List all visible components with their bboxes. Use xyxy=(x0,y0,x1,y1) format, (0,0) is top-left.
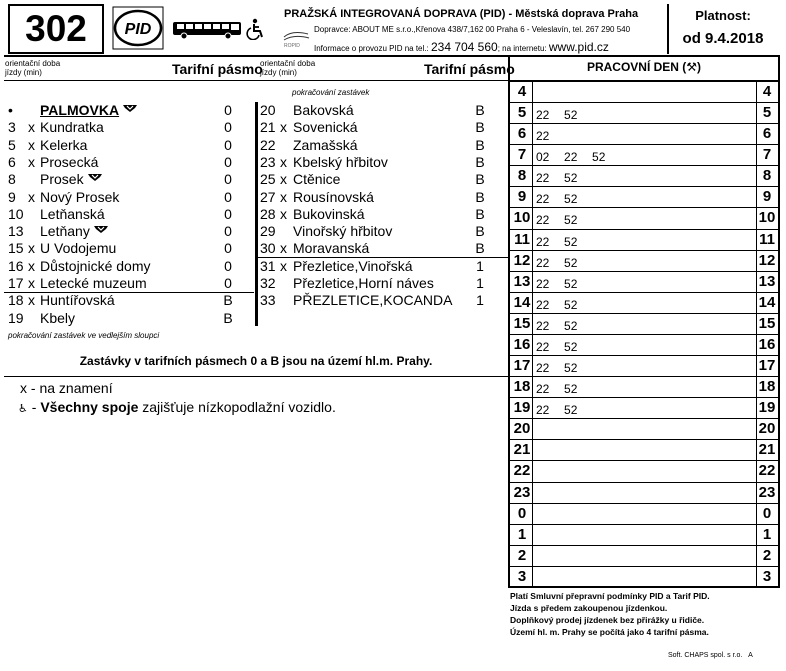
timetable-row-divider xyxy=(510,376,778,377)
stop-time: 25 xyxy=(260,171,276,188)
hour-label-left: 14 xyxy=(513,293,531,311)
timetable-row-divider xyxy=(510,545,778,546)
hour-label-left: 22 xyxy=(513,462,531,480)
stop-time: 32 xyxy=(260,275,276,291)
zone-divider-right xyxy=(258,257,508,258)
timetable-row-divider xyxy=(510,524,778,525)
stop-zone: B xyxy=(475,102,485,118)
timetable-row-divider xyxy=(510,503,778,504)
departure-minutes: 22 52 xyxy=(536,255,578,270)
stop-name: Přezletice,Horní náves xyxy=(293,275,434,291)
info-line xyxy=(314,40,609,54)
hour-label-left: 20 xyxy=(513,420,531,438)
stop-name: Důstojnické domy xyxy=(40,257,151,274)
hour-label-left: 7 xyxy=(517,146,527,164)
stop-zone: B xyxy=(475,119,485,136)
line-number: 302 xyxy=(8,4,104,54)
stop-zone: 1 xyxy=(476,257,484,274)
request-stop-marker: x xyxy=(280,153,287,170)
lowfloor-dash: - xyxy=(31,399,37,415)
logo-text: PID xyxy=(124,21,152,38)
stop-zone: 0 xyxy=(224,153,232,170)
stop-name: Přezletice,Vinořská xyxy=(293,257,413,274)
stop-time: 30 xyxy=(260,240,276,257)
request-stop-marker: x xyxy=(28,257,35,274)
hour-label-right: 9 xyxy=(762,188,772,206)
hour-label-left: 5 xyxy=(517,104,527,122)
hour-label-right: 8 xyxy=(762,167,772,185)
stop-time: 9 xyxy=(8,188,16,205)
hour-label-left: 3 xyxy=(517,567,527,585)
departure-minutes: 22 xyxy=(536,129,550,144)
departure-minutes: 22 52 xyxy=(536,108,578,123)
hour-label-right: 7 xyxy=(762,146,772,164)
hour-label-right: 1 xyxy=(762,525,772,543)
stop-time: 18 xyxy=(8,292,24,309)
request-stop-marker: x xyxy=(280,205,287,222)
timetable-row-divider xyxy=(510,292,778,293)
stop-time: 10 xyxy=(8,205,24,222)
hour-label-right: 2 xyxy=(762,546,772,564)
metro-icon xyxy=(123,104,137,113)
hour-label-right: 18 xyxy=(758,378,776,396)
hour-label-left: 6 xyxy=(517,125,527,143)
departure-minutes: 22 52 xyxy=(536,213,578,228)
hour-label-right: 20 xyxy=(758,420,776,438)
departure-minutes: 22 52 xyxy=(536,276,578,291)
info-prefix: Informace o provozu PID na tel.: xyxy=(314,44,429,53)
hour-label-left: 1 xyxy=(517,525,527,543)
timetable-row-divider xyxy=(510,460,778,461)
wheelchair-icon xyxy=(246,18,266,40)
stop-zone: B xyxy=(475,188,485,205)
stop-zone: 0 xyxy=(224,205,232,222)
stop-name: Letňanská xyxy=(40,205,105,222)
info-phone: 234 704 560 xyxy=(430,40,498,54)
stop-zone: B xyxy=(475,171,485,188)
stop-name: Nový Prosek xyxy=(40,188,120,205)
stop-name: Zamašská xyxy=(293,136,358,153)
hour-label-right: 6 xyxy=(762,125,772,143)
request-stop-marker: x xyxy=(28,119,35,136)
departure-minutes: 22 52 xyxy=(536,403,578,418)
hour-label-left: 0 xyxy=(517,504,527,522)
hour-label-right: 13 xyxy=(758,272,776,290)
validity-label: Platnost: xyxy=(695,8,751,23)
stop-name: Bakovská xyxy=(293,102,354,118)
stop-time: 27 xyxy=(260,188,276,205)
timetable-title-divider xyxy=(508,80,780,82)
departure-minutes: 22 52 xyxy=(536,171,578,186)
timetable-row-divider xyxy=(510,482,778,483)
request-stop-marker: x xyxy=(28,275,35,291)
timetable-row-divider xyxy=(510,102,778,103)
departure-minutes: 02 22 52 xyxy=(536,150,606,165)
software-credit: Soft. CHAPS spol. s r.o. A xyxy=(668,652,753,659)
request-stop-marker: x xyxy=(28,292,35,309)
hour-label-right: 16 xyxy=(758,335,776,353)
request-stop-marker: x xyxy=(280,240,287,257)
stop-name: Kelerka xyxy=(40,136,88,153)
timetable-row-divider xyxy=(510,123,778,124)
hour-label-left: 13 xyxy=(513,272,531,290)
carrier-info: Dopravce: ABOUT ME s.r.o.,Křenova 438/7,162 00 Praha 6 - Veleslavín, tel. 267 290 540 xyxy=(314,25,631,34)
hour-label-left: 8 xyxy=(517,167,527,185)
stop-time: 16 xyxy=(8,257,24,274)
hour-label-left: 23 xyxy=(513,483,531,501)
footer-line-3: Doplňkový prodej jízdenek bez přirážky u řidiče. xyxy=(510,615,705,625)
lowfloor-wheelchair-icon: ♿ xyxy=(18,403,28,415)
departure-minutes: 22 52 xyxy=(536,192,578,207)
departure-minutes: 22 52 xyxy=(536,361,578,376)
stop-name: Vinořský hřbitov xyxy=(293,223,393,240)
timetable-row-divider xyxy=(510,144,778,145)
footer-line-4: Území hl. m. Prahy se počítá jako 4 tarifní pásma. xyxy=(510,627,709,637)
notes-divider xyxy=(4,376,508,377)
stop-time: 23 xyxy=(260,153,276,170)
stop-time: 33 xyxy=(260,292,276,309)
stop-name: Letňany xyxy=(40,223,108,240)
stop-name: Prosek xyxy=(40,171,102,188)
stop-name: Huntířovská xyxy=(40,292,115,309)
stop-time: 3 xyxy=(8,119,16,136)
timetable-row-divider xyxy=(510,334,778,335)
validity-date: od 9.4.2018 xyxy=(682,30,764,47)
request-stop-marker: x xyxy=(28,153,35,170)
hour-label-left: 15 xyxy=(513,314,531,332)
hour-label-left: 19 xyxy=(513,399,531,417)
stop-zone: B xyxy=(475,153,485,170)
hour-label-right: 14 xyxy=(758,293,776,311)
request-stop-marker: x xyxy=(28,240,35,257)
hour-label-right: 3 xyxy=(762,567,772,585)
stop-time: • xyxy=(8,102,13,118)
request-stop-marker: x xyxy=(280,119,287,136)
departure-minutes: 22 52 xyxy=(536,297,578,312)
stop-time: 5 xyxy=(8,136,16,153)
stop-time: 6 xyxy=(8,153,16,170)
stop-name: PALMOVKA xyxy=(40,102,137,119)
stop-zone: 0 xyxy=(224,240,232,257)
hour-label-left: 9 xyxy=(517,188,527,206)
stop-time: 21 xyxy=(260,119,276,136)
continued-note: pokračování zastávek ve vedlejším sloupci xyxy=(8,331,160,340)
info-web[interactable]: www.pid.cz xyxy=(548,40,609,54)
zone-divider-left xyxy=(4,292,254,293)
hour-label-right: 4 xyxy=(762,83,772,100)
request-symbol: x xyxy=(20,380,27,396)
stop-zone: B xyxy=(475,136,485,153)
stop-time: 29 xyxy=(260,223,276,240)
metro-icon xyxy=(94,225,108,234)
stop-zone: B xyxy=(475,223,485,240)
timetable-title: PRACOVNÍ DEN (⚒) xyxy=(586,60,702,74)
timetable-row-divider xyxy=(510,271,778,272)
stop-zone: 0 xyxy=(224,188,232,205)
stop-name: Rousínovská xyxy=(293,188,374,205)
column-header-divider xyxy=(4,80,508,81)
hour-label-left: 2 xyxy=(517,546,527,564)
request-stop-marker: x xyxy=(28,136,35,153)
zone-header-right: Tarifní pásmo xyxy=(424,61,515,77)
hour-label-left: 16 xyxy=(513,335,531,353)
stop-name: Sovenická xyxy=(293,119,358,136)
stop-time: 17 xyxy=(8,275,24,291)
ropid-logo xyxy=(282,28,312,48)
hour-label-right: 22 xyxy=(758,462,776,480)
hour-label-right: 5 xyxy=(762,104,772,122)
timetable-row-divider xyxy=(510,229,778,230)
time-label-left: orientační doba jízdy (min) xyxy=(5,59,61,77)
stop-time: 13 xyxy=(8,223,24,240)
hour-label-right: 15 xyxy=(758,314,776,332)
timetable-row-divider xyxy=(510,355,778,356)
stop-zone: 1 xyxy=(476,275,484,291)
timetable-row-divider xyxy=(510,418,778,419)
ropid-text: ROPID xyxy=(284,43,300,48)
pid-logo xyxy=(112,6,164,50)
hour-label-right: 10 xyxy=(758,209,776,227)
timetable-row-divider xyxy=(510,566,778,567)
request-stop-marker: x xyxy=(280,171,287,188)
stop-name: Ctěnice xyxy=(293,171,341,188)
stop-name: Letecké muzeum xyxy=(40,275,147,291)
hour-label-right: 12 xyxy=(758,251,776,269)
bus-icon xyxy=(172,20,244,40)
lowfloor-text: zajišťuje nízkopodlažní vozidlo. xyxy=(142,399,336,415)
hour-label-left: 11 xyxy=(514,230,530,248)
hour-label-right: 0 xyxy=(762,504,772,522)
stop-time: 8 xyxy=(8,171,16,188)
continued-label: pokračování zastávek xyxy=(292,88,370,97)
stop-zone: 0 xyxy=(224,275,232,291)
hour-label-right: 19 xyxy=(758,399,776,417)
hour-label-left: 18 xyxy=(513,378,531,396)
hour-label-right: 21 xyxy=(758,441,776,459)
stop-zone: 0 xyxy=(224,171,232,188)
hour-label-left: 10 xyxy=(513,209,531,227)
stop-zone: 0 xyxy=(224,257,232,274)
stop-zone: B xyxy=(223,309,233,326)
stop-name: Kbelský hřbitov xyxy=(293,153,388,170)
departure-minutes: 22 52 xyxy=(536,234,578,249)
stop-name: PŘEZLETICE,KOCANDA xyxy=(293,292,453,309)
request-stop-marker: x xyxy=(280,188,287,205)
info-web-prefix: ; na internetu: xyxy=(497,44,547,53)
stop-zone: B xyxy=(475,240,485,257)
stop-time: 31 xyxy=(260,257,276,274)
hour-label-right: 23 xyxy=(758,483,776,501)
stop-zone: 0 xyxy=(224,119,232,136)
column-divider xyxy=(255,102,258,326)
hour-label-left: 12 xyxy=(513,251,531,269)
hour-label-right: 11 xyxy=(759,230,775,248)
stop-time: 15 xyxy=(8,240,24,257)
timetable-row-divider xyxy=(510,165,778,166)
stop-zone: B xyxy=(475,205,485,222)
stop-zone: 0 xyxy=(224,223,232,240)
timetable-row-divider xyxy=(510,439,778,440)
request-legend xyxy=(20,380,113,396)
timetable-row-divider xyxy=(510,207,778,208)
stop-zone: 0 xyxy=(224,136,232,153)
stop-zone: 1 xyxy=(476,292,484,309)
metro-icon xyxy=(88,173,102,182)
stop-time: 22 xyxy=(260,136,276,153)
stop-name: Moravanská xyxy=(293,240,370,257)
departure-minutes: 22 52 xyxy=(536,382,578,397)
zones-note: Zastávky v tarifních pásmech 0 a B jsou na území hl.m. Prahy. xyxy=(79,354,433,368)
stop-time: 19 xyxy=(8,309,24,326)
request-text: - na znamení xyxy=(30,380,113,396)
timetable-row-divider xyxy=(510,397,778,398)
request-stop-marker: x xyxy=(28,188,35,205)
hour-label-right: 17 xyxy=(758,357,776,375)
stop-name: Kundratka xyxy=(40,119,104,136)
footer-line-2: Jízda s předem zakoupenou jízdenkou. xyxy=(510,603,668,613)
timetable-row-divider xyxy=(510,250,778,251)
stop-name: U Vodojemu xyxy=(40,240,117,257)
timetable-row-divider xyxy=(510,313,778,314)
zone-header-left: Tarifní pásmo xyxy=(172,61,263,77)
stop-name: Kbely xyxy=(40,309,76,326)
hour-label-left: 17 xyxy=(513,357,531,375)
departure-minutes: 22 52 xyxy=(536,339,578,354)
stop-zone: B xyxy=(223,292,233,309)
hour-label-left: 4 xyxy=(517,83,527,100)
stop-name: Prosecká xyxy=(40,153,99,170)
footer-notes xyxy=(510,590,710,638)
hour-label-left: 21 xyxy=(513,441,531,459)
operator-name: PRAŽSKÁ INTEGROVANÁ DOPRAVA (PID) - Městská doprava Praha xyxy=(284,8,639,20)
timetable-row-divider xyxy=(510,186,778,187)
request-stop-marker: x xyxy=(280,257,287,274)
departure-minutes: 22 52 xyxy=(536,318,578,333)
lowfloor-legend xyxy=(18,399,336,415)
footer-line-1: Platí Smluvní přepravní podmínky PID a Tarif PID. xyxy=(510,591,710,601)
time-label-right: orientační doba jízdy (min) xyxy=(260,59,316,77)
lowfloor-bold: Všechny spoje xyxy=(40,399,139,415)
stop-time: 20 xyxy=(260,102,276,118)
stop-time: 28 xyxy=(260,205,276,222)
stop-name: Bukovinská xyxy=(293,205,365,222)
stop-zone: 0 xyxy=(224,102,232,118)
